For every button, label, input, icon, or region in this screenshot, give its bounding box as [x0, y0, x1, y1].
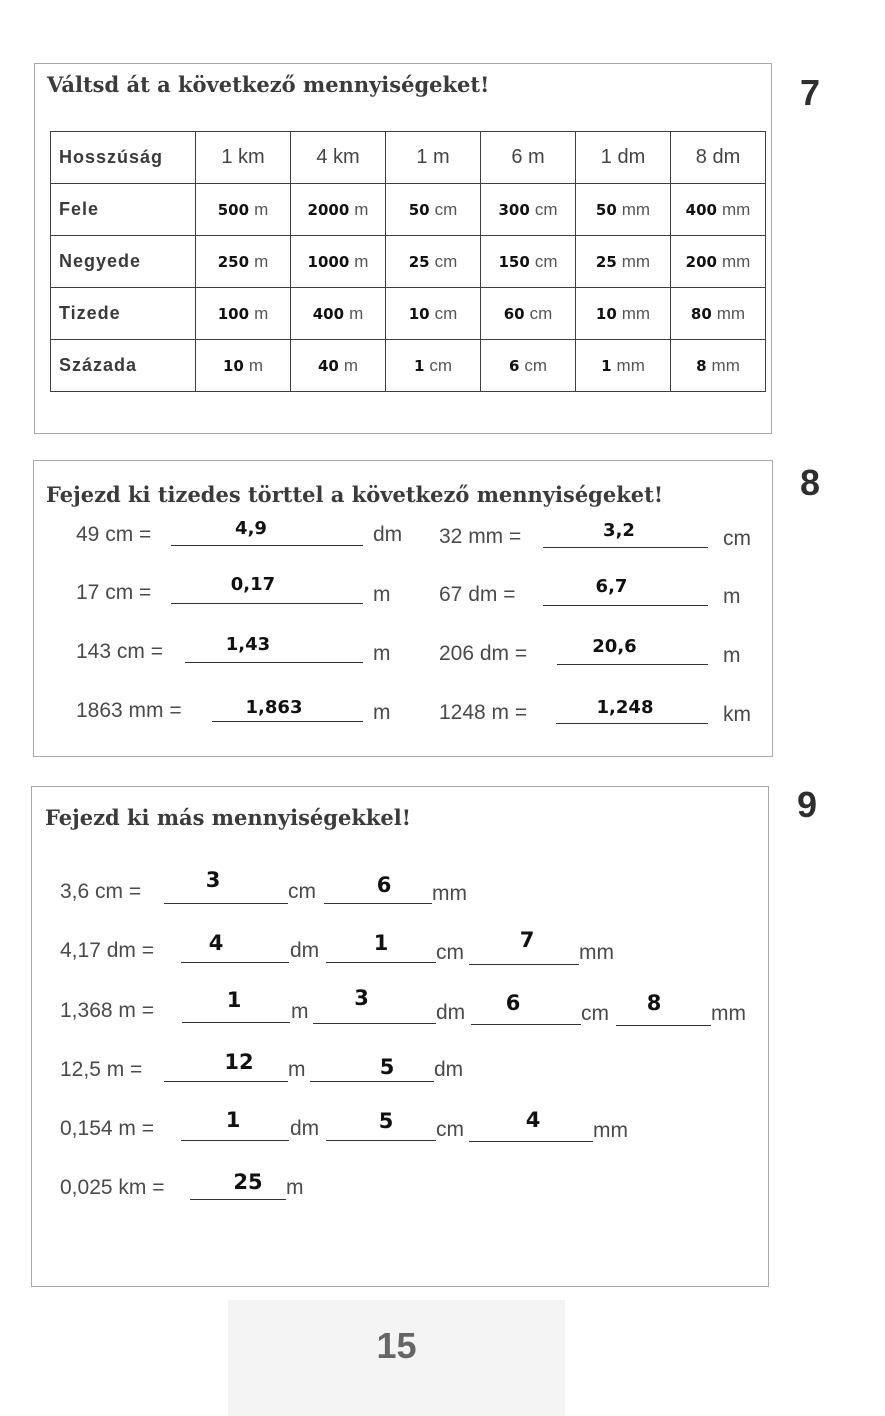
- answer-line: [181, 962, 289, 963]
- answer-value: 0,17: [230, 574, 276, 595]
- answer-value: 25: [233, 1170, 263, 1194]
- expression-left: 0,154 m =: [60, 1117, 154, 1140]
- table-cell: [291, 184, 386, 236]
- table-cell: [576, 184, 671, 236]
- answer-value: 1,248: [596, 697, 654, 718]
- cell-unit: cm: [434, 199, 458, 219]
- cell-unit: mm: [616, 355, 645, 375]
- cell-unit: m: [343, 355, 359, 375]
- answer-value: 20,6: [592, 636, 637, 657]
- answer-line: [313, 1023, 436, 1024]
- answer-value: 5: [379, 1055, 395, 1079]
- answer-value: 1: [225, 1108, 241, 1132]
- exercise-7-title: Váltsd át a következő mennyiségeket!: [47, 72, 490, 97]
- answer-line: [543, 605, 708, 606]
- cell-unit: cm: [434, 251, 458, 271]
- cell-answer: 80: [690, 304, 712, 323]
- cell-answer: 100: [217, 304, 250, 323]
- cell-answer: 300: [498, 200, 530, 219]
- cell-unit: m: [254, 251, 269, 271]
- unit-label: cm: [436, 1118, 464, 1141]
- unit-label: mm: [593, 1119, 628, 1142]
- cell-unit: mm: [621, 199, 651, 219]
- cell-answer: 1: [413, 356, 425, 375]
- table-row: [51, 340, 766, 392]
- cell-answer: 25: [595, 252, 617, 271]
- table-cell: [671, 340, 766, 392]
- table-cell: [386, 184, 481, 236]
- answer-line: [557, 664, 708, 665]
- table-cell: [481, 288, 576, 340]
- cell-unit: mm: [721, 251, 751, 271]
- answer-value: 1,43: [225, 634, 271, 655]
- cell-unit: m: [254, 303, 269, 323]
- table-cell: [671, 288, 766, 340]
- answer-value: 8: [646, 991, 662, 1015]
- conversion-table: [50, 131, 766, 392]
- expression-unit: dm: [373, 523, 403, 546]
- answer-value: 4,9: [235, 518, 267, 539]
- answer-line: [182, 1022, 290, 1023]
- expression-left: 4,17 dm =: [60, 939, 154, 962]
- cell-answer: 2000: [307, 200, 350, 219]
- answer-value: 3: [205, 868, 221, 892]
- column-header: 6 m: [481, 132, 576, 184]
- answer-line: [556, 723, 708, 724]
- answer-value: 4: [208, 931, 224, 955]
- expression-unit: m: [373, 642, 391, 665]
- answer-line: [185, 662, 363, 663]
- cell-unit: cm: [524, 355, 548, 375]
- answer-line: [469, 964, 579, 965]
- cell-unit: cm: [534, 251, 558, 271]
- table-cell: [291, 288, 386, 340]
- cell-unit: m: [349, 303, 364, 323]
- unit-label: cm: [436, 941, 464, 964]
- cell-unit: cm: [529, 303, 553, 323]
- table-cell: [291, 340, 386, 392]
- cell-answer: 60: [503, 304, 525, 323]
- cell-answer: 8: [696, 356, 707, 375]
- expression-left: 67 dm =: [439, 583, 516, 606]
- table-cell: [291, 236, 386, 288]
- expression-left: 3,6 cm =: [60, 880, 142, 903]
- cell-unit: mm: [716, 303, 746, 323]
- page-number: 15: [376, 1325, 417, 1366]
- table-cell: [671, 236, 766, 288]
- answer-value: 12: [224, 1050, 254, 1074]
- answer-line: [310, 1081, 434, 1082]
- cell-unit: cm: [429, 355, 453, 375]
- column-header: 8 dm: [671, 132, 766, 184]
- answer-line: [326, 962, 436, 963]
- unit-label: dm: [434, 1058, 464, 1081]
- cell-answer: 150: [498, 252, 530, 271]
- answer-line: [471, 1024, 581, 1025]
- table-cell: [481, 236, 576, 288]
- table-cell: [196, 340, 291, 392]
- unit-label: dm: [290, 1117, 320, 1140]
- cell-unit: cm: [534, 199, 558, 219]
- expression-left: 1248 m =: [439, 701, 528, 724]
- answer-value: 3,2: [603, 520, 635, 541]
- table-header-row: [51, 132, 766, 184]
- table-cell: [481, 340, 576, 392]
- expression-left: 143 cm =: [76, 640, 163, 663]
- cell-answer: 1000: [307, 252, 350, 271]
- answer-line: [324, 903, 432, 904]
- cell-unit: mm: [621, 251, 651, 271]
- row-label: Százada: [51, 340, 196, 392]
- table-cell: [386, 340, 481, 392]
- table-cell: [196, 288, 291, 340]
- unit-label: m: [286, 1176, 304, 1199]
- exercise-9-number: 9: [797, 784, 818, 825]
- cell-answer: 40: [317, 356, 339, 375]
- table-row: [51, 236, 766, 288]
- expression-left: 206 dm =: [439, 642, 528, 665]
- column-header: 4 km: [291, 132, 386, 184]
- cell-answer: 50: [408, 200, 430, 219]
- expression-unit: km: [723, 703, 751, 726]
- table-cell: [196, 184, 291, 236]
- cell-unit: m: [354, 251, 369, 271]
- column-header: 1 m: [386, 132, 481, 184]
- table-cell: [576, 236, 671, 288]
- answer-line: [171, 603, 363, 604]
- exercise-7-number: 7: [800, 72, 821, 113]
- answer-line: [212, 721, 363, 722]
- answer-value: 6,7: [595, 576, 628, 597]
- answer-line: [164, 1081, 288, 1082]
- unit-label: mm: [711, 1002, 746, 1025]
- answer-line: [171, 545, 363, 546]
- answer-line: [181, 1140, 289, 1141]
- answer-line: [190, 1199, 286, 1200]
- answer-line: [469, 1141, 593, 1142]
- unit-label: cm: [288, 880, 316, 903]
- answer-line: [164, 903, 288, 904]
- answer-value: 1,863: [245, 697, 303, 718]
- answer-value: 3: [354, 986, 369, 1010]
- cell-answer: 500: [217, 200, 250, 219]
- table-cell: [196, 236, 291, 288]
- header-label: Hosszúság: [51, 132, 196, 184]
- cell-answer: 1: [601, 356, 612, 375]
- row-label: Fele: [51, 184, 196, 236]
- cell-unit: mm: [711, 355, 740, 375]
- row-label: Negyede: [51, 236, 196, 288]
- exercise-9-title: Fejezd ki más mennyiségekkel!: [45, 805, 411, 830]
- answer-line: [543, 547, 708, 548]
- answer-value: 6: [505, 991, 521, 1015]
- unit-label: mm: [432, 882, 467, 905]
- exercise-9-box: [31, 786, 769, 1287]
- expression-unit: cm: [723, 527, 751, 550]
- column-header: 1 dm: [576, 132, 671, 184]
- expression-unit: m: [373, 701, 391, 724]
- unit-label: mm: [579, 941, 614, 964]
- expression-left: 49 cm =: [76, 523, 152, 546]
- unit-label: m: [288, 1058, 306, 1081]
- cell-answer: 10: [595, 304, 617, 323]
- cell-unit: m: [254, 199, 269, 219]
- expression-left: 1,368 m =: [60, 999, 154, 1022]
- expression-left: 12,5 m =: [60, 1058, 143, 1081]
- unit-label: cm: [581, 1002, 609, 1025]
- cell-unit: m: [248, 355, 264, 375]
- answer-value: 1: [226, 988, 242, 1012]
- exercise-8-title: Fejezd ki tizedes törttel a következő mennyiségeket!: [46, 482, 664, 507]
- cell-answer: 50: [595, 200, 617, 219]
- table-row: [51, 184, 766, 236]
- cell-answer: 10: [408, 304, 430, 323]
- unit-label: dm: [436, 1001, 466, 1024]
- cell-unit: mm: [621, 303, 651, 323]
- expression-unit: m: [723, 585, 741, 608]
- cell-answer: 6: [508, 356, 520, 375]
- column-header: 1 km: [196, 132, 291, 184]
- expression-left: 1863 mm =: [76, 699, 182, 722]
- cell-answer: 400: [685, 200, 717, 219]
- answer-value: 5: [378, 1109, 394, 1133]
- table-cell: [481, 184, 576, 236]
- expression-unit: m: [373, 583, 391, 606]
- cell-answer: 250: [217, 252, 250, 271]
- expression-unit: m: [723, 644, 741, 667]
- answer-value: 6: [376, 873, 392, 897]
- cell-unit: mm: [721, 199, 751, 219]
- answer-value: 1: [373, 931, 389, 955]
- cell-answer: 10: [222, 356, 244, 375]
- table-row: [51, 288, 766, 340]
- cell-answer: 200: [685, 252, 717, 271]
- expression-left: 17 cm =: [76, 581, 152, 604]
- exercise-8-number: 8: [800, 462, 821, 503]
- expression-left: 0,025 km =: [60, 1176, 165, 1199]
- answer-line: [326, 1140, 436, 1141]
- cell-answer: 25: [408, 252, 430, 271]
- answer-line: [616, 1025, 711, 1026]
- cell-answer: 400: [312, 304, 345, 323]
- expression-left: 32 mm =: [439, 525, 522, 548]
- answer-value: 4: [525, 1108, 541, 1132]
- table-cell: [671, 184, 766, 236]
- table-cell: [386, 236, 481, 288]
- cell-unit: cm: [434, 303, 458, 323]
- table-cell: [386, 288, 481, 340]
- answer-value: 7: [519, 928, 535, 952]
- table-cell: [576, 340, 671, 392]
- unit-label: dm: [290, 939, 320, 962]
- cell-unit: m: [354, 199, 369, 219]
- unit-label: m: [291, 1000, 309, 1023]
- table-cell: [576, 288, 671, 340]
- row-label: Tizede: [51, 288, 196, 340]
